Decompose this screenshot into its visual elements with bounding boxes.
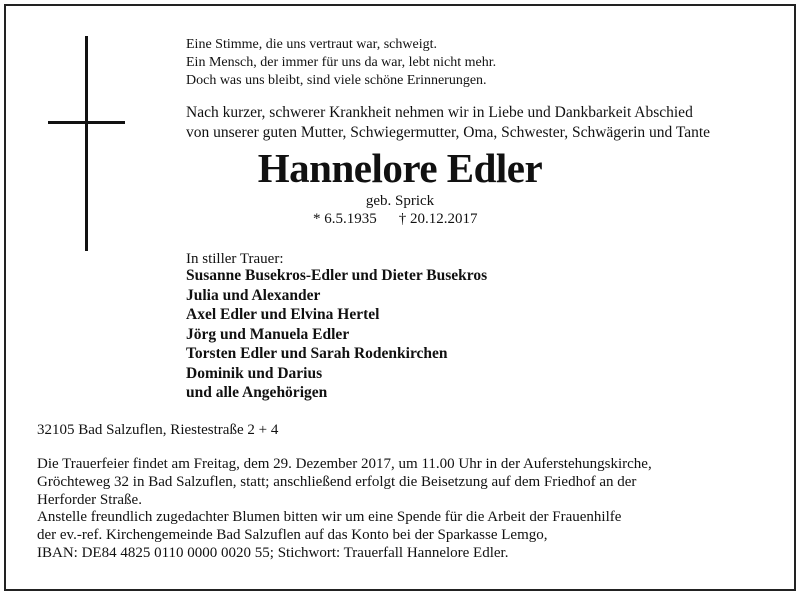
cross-horizontal-bar	[48, 121, 125, 124]
mourner-name: Axel Edler und Elvina Hertel	[186, 306, 380, 323]
donation-info	[37, 508, 737, 562]
mourner-name: Susanne Busekros-Edler und Dieter Busekros	[186, 267, 488, 284]
life-dates	[313, 210, 478, 228]
mourning-heading: In stiller Trauer:	[186, 251, 284, 267]
death-date: † 20.12.2017	[398, 211, 478, 227]
funeral-info	[37, 455, 737, 509]
mourner-name: Jörg und Manuela Edler	[186, 325, 350, 343]
mourner-name: und alle Angehörigen	[186, 384, 328, 401]
mourners-list	[186, 266, 487, 403]
birth-date: * 6.5.1935	[313, 211, 377, 227]
intro-line: von unserer guten Mutter, Schwiegermutter, Oma, Schwester, Schwägerin und Tante	[186, 124, 711, 141]
deceased-name-row	[0, 143, 800, 193]
intro-line: Nach kurzer, schwerer Krankheit nehmen wir in Liebe und Dankbarkeit Abschied	[186, 104, 693, 121]
funeral-line: Die Trauerfeier findet am Freitag, dem 29. Dezember 2017, um 11.00 Uhr in der Auferstehungskirche,	[37, 456, 652, 472]
poem	[186, 36, 496, 90]
deceased-name: Hannelore Edler	[257, 145, 543, 191]
mourner-name: Dominik und Darius	[186, 364, 323, 382]
mourner-name: Julia und Alexander	[186, 286, 321, 304]
donation-line: der ev.-ref. Kirchengemeinde Bad Salzuflen auf das Konto bei der Sparkasse Lemgo,	[37, 527, 548, 543]
donation-line: IBAN: DE84 4825 0110 0000 0020 55; Stichwort: Trauerfall Hannelore Edler.	[37, 545, 509, 561]
poem-line: Doch was uns bleibt, sind viele schöne Erinnerungen.	[186, 73, 487, 88]
mourning-address: 32105 Bad Salzuflen, Riestestraße 2 + 4	[37, 422, 279, 438]
funeral-line: Herforder Straße.	[37, 492, 142, 508]
mourner-name: Torsten Edler und Sarah Rodenkirchen	[186, 345, 448, 362]
farewell-intro	[186, 103, 710, 143]
funeral-line: Gröchteweg 32 in Bad Salzuflen, statt; anschließend erfolgt die Beisetzung auf dem Friedhof an der	[37, 474, 637, 490]
poem-line: Ein Mensch, der immer für uns da war, lebt nicht mehr.	[186, 55, 497, 70]
birth-name: geb. Sprick	[365, 193, 435, 209]
donation-line: Anstelle freundlich zugedachter Blumen bitten wir um eine Spende für die Arbeit der Frauenhilfe	[37, 509, 622, 525]
poem-line: Eine Stimme, die uns vertraut war, schweigt.	[186, 37, 437, 52]
